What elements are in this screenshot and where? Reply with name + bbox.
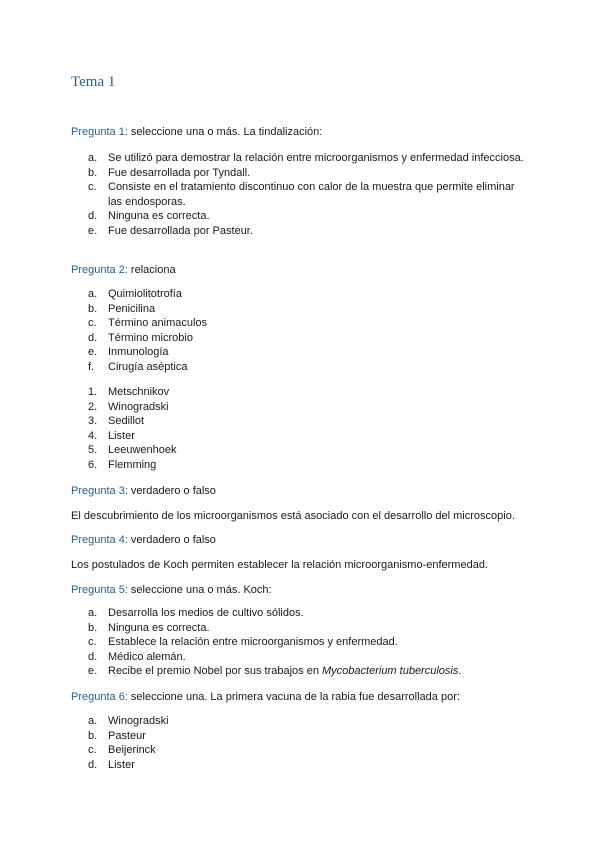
list-item-text: Penicilina [108,302,156,315]
list-item: b. Ninguna es correcta. [88,621,210,634]
list-item-text: Beijerinck [108,744,156,756]
list-marker: c. [88,317,97,329]
question-2-options [88,287,528,374]
list-item-text: Sedillot [108,415,145,427]
list-item [88,729,528,744]
question-1-label: Pregunta 1: [71,126,128,138]
list-marker: a. [88,715,98,727]
list-marker: f. [88,360,95,373]
list-marker: c. [88,181,97,193]
list-item-text: Leeuwenhoek [108,444,177,456]
question-3-label: Pregunta 3: [71,485,128,497]
list-item-text: Lister [108,429,135,442]
list-marker: 2. [88,400,98,413]
list-item [88,209,528,224]
list-item [88,166,528,181]
list-item [88,180,528,209]
list-item [88,151,528,166]
list-item-text: Término microbio [108,331,193,344]
list-marker: a. [88,152,98,164]
list-item-text: Ninguna es correcta. [108,210,210,222]
question-1-text: seleccione una o más. La tindalización: [127,126,323,138]
list-item [88,714,528,729]
list-marker: c. [88,744,97,756]
list-item-text: Consiste en el tratamiento discontinuo con calor de la muestra que permite eliminar las endosporas. [108,181,515,208]
list-marker: b. [88,729,98,742]
list-item-text: Metschnikov [108,386,170,398]
list-item [88,443,528,458]
question-3-text: verdadero o falso [127,485,216,497]
question-3-statement: El descubrimiento de los microorganismos está asociado con el desarrollo del microscopio. [71,510,515,522]
question-1 [71,125,322,139]
list-item: c. Establece la relación entre microorganismos y enfermedad. [88,636,398,648]
list-item [88,331,528,346]
list-item [88,224,528,239]
list-marker: a. [88,288,98,300]
list-item-text: Flemming [108,458,157,471]
question-4-label: Pregunta 4: [71,534,128,546]
list-item-text: Término animaculos [108,317,208,329]
question-4-statement: Los postulados de Koch permiten establecer la relación microorganismo-enfermedad. [71,559,489,571]
list-item-text: Fue desarrollada por Tyndall. [108,166,251,179]
list-item [88,287,528,302]
list-item-text: Winogradski [108,715,169,727]
question-6 [71,690,460,704]
list-item [88,414,528,429]
list-item-text: Se utilizó para demostrar la relación entre microorganismos y enfermedad infecciosa. [108,152,524,164]
list-marker: 1. [88,386,98,398]
species-name: Mycobacterium tuberculosis [322,665,459,677]
list-item [88,743,528,758]
list-marker: b. [88,166,98,179]
question-6-label: Pregunta 6: [71,691,128,703]
list-marker: 6. [88,458,98,471]
list-item [88,302,528,317]
list-marker: d. [88,331,98,344]
list-item [88,458,528,473]
list-marker: b. [88,302,98,315]
question-5-label: Pregunta 5: [71,584,128,596]
list-item-text: Quimiolitotrofía [108,288,182,300]
list-item [88,360,528,375]
list-item: e. Recibe el premio Nobel por sus trabajos en Mycobacterium tuberculosis. [88,665,462,677]
list-marker: d. [88,210,98,222]
list-marker: 5. [88,444,98,456]
question-2-text: relaciona [127,264,176,276]
list-item: d. Médico alemán. [88,650,186,663]
list-marker: 4. [88,429,98,442]
list-item: a. Desarrolla los medios de cultivo sólidos. [88,607,304,619]
list-item-text: Pasteur [108,729,146,742]
question-2-names [88,385,528,472]
question-5-text: seleccione una o más. Koch: [127,584,272,596]
question-2-label: Pregunta 2: [71,264,128,276]
list-item-text: Fue desarrollada por Pasteur. [108,224,253,237]
list-item [88,400,528,415]
question-4-text: verdadero o falso [127,534,216,546]
list-marker: d. [88,758,98,771]
list-item-text: Winogradski [108,400,169,413]
question-4 [71,533,216,547]
list-item-text: Cirugía aséptica [108,360,188,373]
list-marker: e. [88,224,98,237]
list-marker: e. [88,346,98,358]
list-item [88,758,528,773]
list-item-text: Lister [108,758,135,771]
question-6-options [88,714,528,772]
question-5 [71,583,272,597]
list-item [88,345,528,360]
question-5-options [88,606,528,679]
list-marker: 3. [88,415,98,427]
list-item [88,316,528,331]
page-title: Tema 1 [71,74,116,90]
question-3 [71,484,216,498]
list-item [88,385,528,400]
question-6-text: seleccione una. La primera vacuna de la rabia fue desarrollada por: [127,691,460,703]
question-2 [71,263,176,277]
list-item [88,429,528,444]
list-item-text: Inmunología [108,346,169,358]
question-1-options [88,151,528,238]
